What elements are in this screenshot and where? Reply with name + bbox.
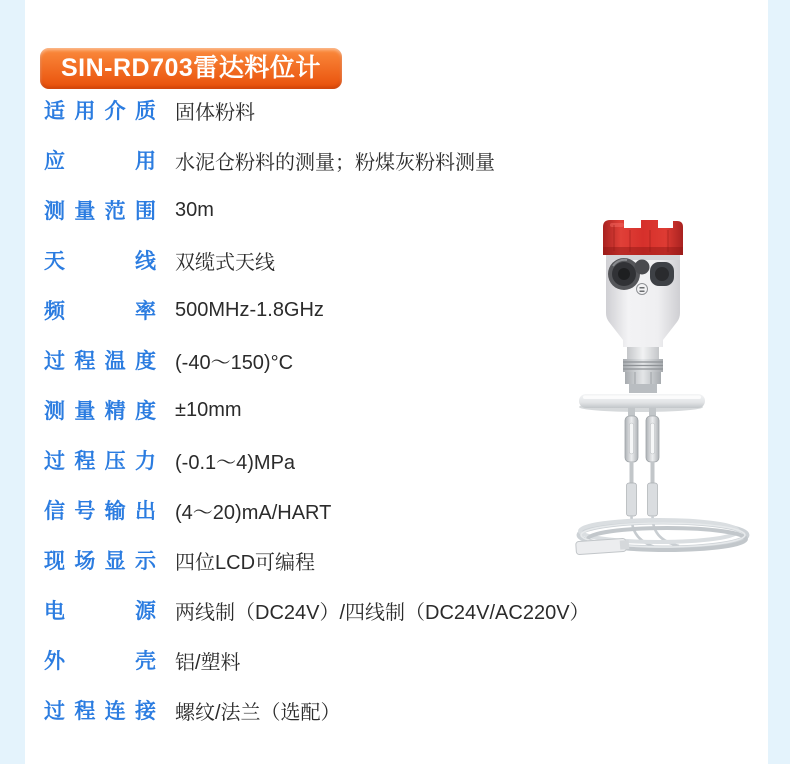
emblem xyxy=(637,284,648,295)
spec-value: 500MHz-1.8GHz xyxy=(175,298,324,321)
device-process-connection xyxy=(623,347,663,393)
spec-label: 测量范围 xyxy=(44,200,156,223)
spec-label: 适用介质 xyxy=(44,100,156,123)
spec-label: 测量精度 xyxy=(44,400,156,423)
spec-value: 固体粉料 xyxy=(175,101,255,124)
spec-value: 铝/塑料 xyxy=(175,651,241,674)
spec-row xyxy=(25,135,768,185)
spec-value: 螺纹/法兰（选配） xyxy=(175,701,341,724)
spec-label: 应用 xyxy=(44,150,156,173)
spec-label: 过程温度 xyxy=(44,350,156,373)
spec-label: 电源 xyxy=(44,600,156,623)
spec-label: 现场显示 xyxy=(44,550,156,573)
device-cap-rim xyxy=(606,255,680,260)
small-port xyxy=(635,260,650,275)
content-card xyxy=(25,0,768,764)
spec-value: 四位LCD可编程 xyxy=(175,551,316,574)
device-cap xyxy=(603,220,683,255)
device-body xyxy=(606,258,680,347)
device-flange xyxy=(579,394,705,412)
spec-value: 两线制（DC24V）/四线制（DC24V/AC220V） xyxy=(175,601,590,624)
spec-label: 频率 xyxy=(44,300,156,323)
spec-row xyxy=(25,85,768,135)
spec-row xyxy=(25,635,768,685)
spec-value: 30m xyxy=(175,198,214,221)
spec-row xyxy=(25,585,768,635)
spec-value: 双缆式天线 xyxy=(175,251,275,274)
spec-label: 外壳 xyxy=(44,650,156,673)
spec-value: (-40～150)°C xyxy=(175,351,294,374)
spec-value: (4～20)mA/HART xyxy=(175,501,332,524)
spec-value: 水泥仓粉料的测量；粉煤灰粉料测量 xyxy=(175,151,495,174)
product-title-badge xyxy=(40,48,342,89)
spec-label: 过程连接 xyxy=(44,700,156,723)
product-title: SIN-RD703雷达料位计 xyxy=(61,54,321,82)
spec-row xyxy=(25,685,768,735)
spec-label: 天线 xyxy=(44,250,156,273)
spec-value: ±10mm xyxy=(175,398,242,421)
spec-label: 过程压力 xyxy=(44,450,156,473)
spec-value: (-0.1～4)MPa xyxy=(175,451,296,474)
radar-level-sensor-image xyxy=(555,195,775,585)
spec-label: 信号输出 xyxy=(44,500,156,523)
